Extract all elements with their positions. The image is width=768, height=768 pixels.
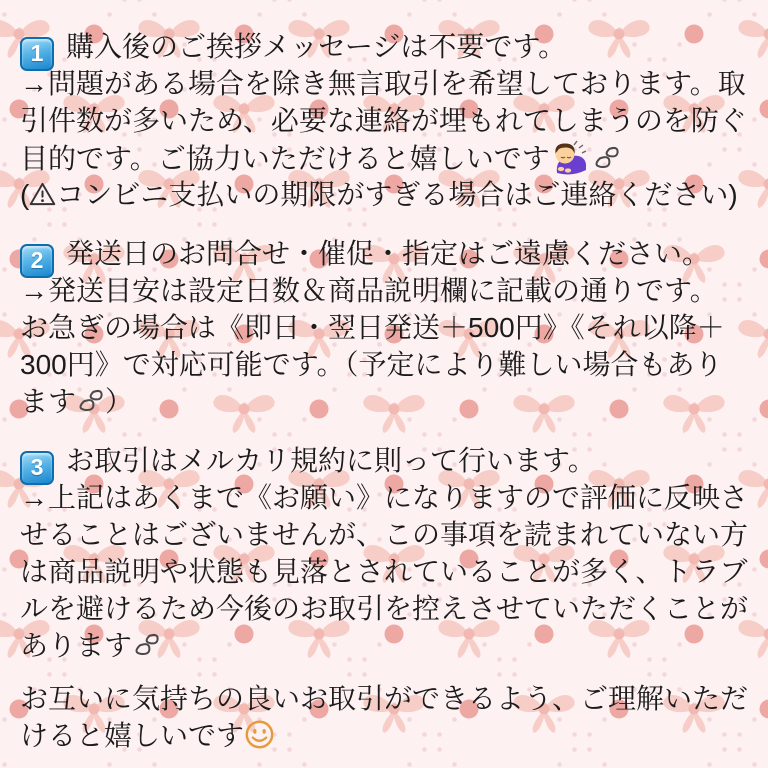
dash-icon [132, 627, 161, 664]
text-run: →上記はあくまで《お願い》になりますので評価に反映さ [20, 482, 749, 513]
text-line [20, 176, 754, 213]
text-line [20, 553, 754, 590]
dash-icon [76, 383, 105, 420]
text-run: あります [20, 630, 133, 661]
text-run: コンビニ支払いの期限がすぎる場合はご連絡ください) [56, 179, 738, 210]
text-line [20, 442, 754, 479]
text-run: →発送目安は設定日数＆商品説明欄に記載の通りです。 [20, 275, 718, 306]
text-line [20, 627, 754, 664]
text-run: ） [105, 386, 134, 417]
text-line [20, 346, 754, 383]
text-run: 発送日のお問合せ・催促・指定はご遠慮ください。 [66, 238, 711, 269]
text-line [20, 139, 754, 176]
section-closing [20, 680, 754, 754]
keycap-1-icon: 1 [20, 37, 54, 71]
smile-icon [244, 717, 275, 754]
text-line [20, 516, 754, 553]
text-run: ます [20, 386, 77, 417]
section-shipping-rule [20, 235, 754, 420]
text-line [20, 272, 754, 309]
text-line [20, 680, 754, 717]
text-run: 目的です。ご協力いただけると嬉しいです [20, 143, 550, 174]
text-run: 購入後のご挨拶メッセージは不要です。 [66, 31, 567, 62]
text-run: お互いに気持ちの良いお取引ができるよう、ご理解いただ [20, 683, 749, 714]
text-run: ルを避けるため今後のお取引を控えさせていただくことが [20, 593, 749, 624]
section-no-greeting-rule [20, 28, 754, 213]
text-run: →問題がある場合を除き無言取引を希望しております。取 [20, 68, 746, 99]
text-line [20, 383, 754, 420]
text-line [20, 28, 754, 65]
text-run: せることはございませんが、この事項を読まれていない方 [20, 519, 749, 550]
text-run: お急ぎの場合は《即日・翌日発送＋500円》《それ以降＋ [20, 312, 725, 343]
text-line [20, 102, 754, 139]
text-run: 300円》で対応可能です。（予定により難しい場合もあり [20, 349, 723, 380]
keycap-3-icon: 3 [20, 451, 54, 485]
dash-icon [592, 140, 621, 177]
text-line [20, 65, 754, 102]
text-run: お取引はメルカリ規約に則って行います。 [66, 445, 596, 476]
text-run: は商品説明や状態も見落とされていることが多く、トラブ [20, 556, 748, 587]
text-line [20, 309, 754, 346]
section-mercari-terms-rule [20, 442, 754, 664]
text-line [20, 479, 754, 516]
text-line [20, 235, 754, 272]
warning-icon [29, 176, 56, 213]
keycap-2-icon: 2 [20, 244, 54, 278]
text-run: ( [20, 179, 30, 210]
text-run: けると嬉しいです [20, 720, 245, 751]
text-run: 引件数が多いため、必要な連絡が埋もれてしまうのを防ぐ [20, 105, 747, 136]
text-line [20, 717, 754, 754]
bowing-woman-icon [550, 139, 592, 177]
text-line [20, 590, 754, 627]
